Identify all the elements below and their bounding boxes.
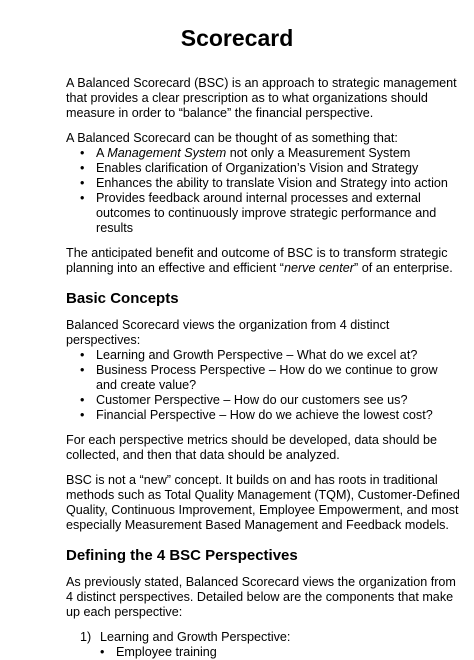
list-item: • Learning and Growth Perspective – What do we excel at? xyxy=(80,348,462,363)
numbered-list xyxy=(66,630,462,645)
list-item: • Employee training xyxy=(100,645,462,660)
intro-lead: A Balanced Scorecard can be thought of as something that: xyxy=(66,131,398,145)
list-item xyxy=(80,630,462,645)
list-item: • A Management System not only a Measurement System xyxy=(80,146,462,161)
page-title: Scorecard xyxy=(180,25,294,51)
concept-paragraph: BSC is not a “new” concept. It builds on and has roots in traditional methods such as Total Quality Management (TQM), Customer-Defined Quality, Continuous Improvement, Employee Empowerment, and most especially Measurement Based Management and Feedback models. xyxy=(66,473,460,532)
defining-lead: As previously stated, Balanced Scorecard views the organization from 4 distinct perspectives. Detailed below are the components that make up each perspective: xyxy=(66,575,456,619)
intro-paragraph: A Balanced Scorecard (BSC) is an approach to strategic management that provides a clear prescription as to what organizations should measure in order to “balance” the financial perspective. xyxy=(66,76,457,120)
basic-concepts-heading: Basic Concepts xyxy=(66,290,179,307)
list-item: • Financial Perspective – How do we achieve the lowest cost? xyxy=(80,408,462,423)
benefit-paragraph: The anticipated benefit and outcome of BSC is to transform strategic planning into an effective and efficient “nerve center” of an enterprise. xyxy=(66,246,453,275)
list-item-label: Learning and Growth Perspective: xyxy=(100,630,291,644)
list-number: 1) xyxy=(80,630,92,644)
list-item: • Customer Perspective – How do our customers see us? xyxy=(80,393,462,408)
list-item: • Provides feedback around internal processes and external outcomes to continuously improve strategic performance and results xyxy=(80,191,462,236)
sub-bullet-list xyxy=(66,645,462,660)
metrics-paragraph: For each perspective metrics should be developed, data should be collected, and then that data should be analyzed. xyxy=(66,433,438,462)
list-item: • Enhances the ability to translate Vision and Strategy into action xyxy=(80,176,462,191)
emphasis-text: nerve center xyxy=(283,261,354,275)
perspectives-list xyxy=(66,348,462,423)
list-item: • Enables clarification of Organization’s Vision and Strategy xyxy=(80,161,462,176)
emphasis-text: Management System xyxy=(107,146,227,160)
perspectives-lead: Balanced Scorecard views the organization from 4 distinct perspectives: xyxy=(66,318,390,347)
defining-perspectives-heading: Defining the 4 BSC Perspectives xyxy=(66,547,298,564)
list-item: • Business Process Perspective – How do we continue to grow and create value? xyxy=(80,363,462,393)
bsc-traits-list xyxy=(66,146,462,236)
document-body xyxy=(66,76,462,660)
